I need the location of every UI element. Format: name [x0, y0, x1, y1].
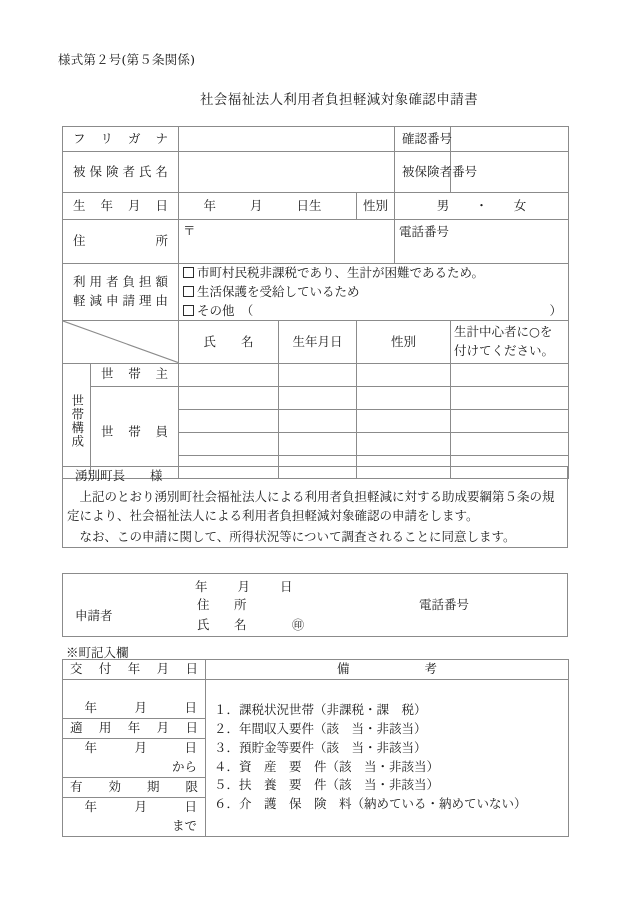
reason-close-paren: ）: [549, 302, 562, 318]
household-member-name[interactable]: [179, 432, 279, 455]
household-group-label: 世帯構成: [63, 363, 91, 478]
household-head-name[interactable]: [179, 363, 279, 386]
birthdate-label: 生 年 月 日: [63, 193, 179, 220]
row-furigana: [63, 127, 569, 152]
town-office-note: ※町記入欄: [66, 645, 129, 660]
table-row: [63, 680, 569, 700]
applicant-signature-block: [62, 573, 568, 637]
applicant-information-table: [62, 126, 569, 479]
row-insured-name: [63, 152, 569, 193]
checkbox-icon[interactable]: [183, 267, 194, 278]
row-reduction-reason: [63, 264, 569, 321]
row-address-tel: [63, 220, 569, 264]
reduction-reason-options: [179, 264, 569, 321]
reason-option-1[interactable]: 市町村民税非課税であり、生計が困難であるため。: [183, 264, 564, 283]
addressee: 湧別町長 様: [75, 468, 163, 483]
row-birthdate-sex: [63, 193, 569, 220]
row-household-header: [63, 321, 569, 364]
applicant-name-label: 氏 名: [197, 617, 253, 632]
furigana-label: フ リ ガ ナ: [63, 127, 179, 152]
birth-day-label: 日生: [296, 197, 322, 213]
reason-option-2[interactable]: 生活保護を受給しているため: [183, 283, 564, 302]
household-column-sex: 性別: [357, 321, 451, 364]
remark-item: １．課税状況世帯（非課税・課 税）: [214, 702, 427, 718]
birth-year-label: 年: [203, 197, 216, 213]
apply-date-label: 適 用 年 月 日: [63, 719, 206, 739]
household-member-sex[interactable]: [357, 386, 451, 409]
remark-item: ４．資 産 要 件（該 当・非該当）: [214, 758, 440, 774]
furigana-value[interactable]: [179, 127, 395, 152]
applicant-date-year: 年: [195, 579, 208, 594]
household-member-sex[interactable]: [357, 432, 451, 455]
remarks-cell: [206, 680, 569, 837]
seal-icon: ㊞: [292, 618, 305, 632]
statement-cell: [63, 467, 568, 548]
applicant-address-label: 住 所: [197, 597, 253, 612]
checkbox-icon[interactable]: [183, 286, 194, 297]
birth-month-label: 月: [249, 197, 263, 213]
tel-label: 電話番号: [399, 224, 450, 239]
household-member-name[interactable]: [179, 409, 279, 432]
sex-option-male[interactable]: 男: [436, 197, 450, 213]
household-head-note[interactable]: [451, 363, 569, 386]
checkbox-icon[interactable]: [183, 305, 194, 316]
statement-block: [62, 466, 568, 548]
remark-item: ２．年間収入要件（該 当・非該当）: [214, 721, 427, 736]
apply-date-from: から: [63, 758, 206, 778]
table-row: [63, 386, 569, 409]
household-member-name[interactable]: [179, 386, 279, 409]
diagonal-line-icon: [63, 321, 178, 363]
household-column-name: 氏 名: [179, 321, 279, 364]
applicant-date-day: 日: [280, 579, 293, 594]
sex-option-female[interactable]: 女: [513, 197, 527, 213]
reduction-reason-label: 利 用 者 負 担 額 軽 減 申 請 理 由: [63, 264, 179, 321]
household-member-note[interactable]: [451, 432, 569, 455]
applicant-date[interactable]: [195, 578, 293, 597]
insured-name-label: 被 保 険 者 氏 名: [63, 152, 179, 193]
issue-date-value[interactable]: 年 月 日: [63, 699, 206, 719]
row-household-head: [63, 363, 569, 386]
household-member-label: 世 帯 員: [91, 386, 179, 478]
address-value[interactable]: [179, 220, 395, 264]
form-number: 様式第２号(第５条関係): [58, 52, 196, 67]
confirm-number-label: 確 認 番 号: [395, 127, 451, 152]
household-member-note[interactable]: [451, 386, 569, 409]
confirm-number-value[interactable]: [451, 127, 569, 152]
apply-date-value[interactable]: 年 月 日: [63, 739, 206, 759]
applicant-tel-label: 電話番号: [419, 597, 470, 612]
remark-item: ５．扶 養 要 件（該 当・非該当）: [214, 777, 440, 793]
town-office-table: [62, 659, 569, 837]
birthdate-value[interactable]: [179, 193, 357, 220]
postal-code-mark: 〒: [183, 223, 196, 238]
applicant-row: [63, 574, 568, 637]
household-head-label: 世 帯 主: [91, 363, 179, 386]
insured-name-value[interactable]: [179, 152, 395, 193]
statement-paragraph-2: なお、この申請に関して、所得状況等について調査されることに同意します。: [79, 529, 516, 545]
applicant-date-month: 月: [237, 579, 251, 594]
sex-separator: ・: [475, 197, 488, 213]
household-member-birthdate[interactable]: [279, 432, 357, 455]
statement-row: [63, 467, 568, 548]
remark-item: ６．介 護 保 険 料（納めている・納めていない）: [214, 796, 527, 811]
applicant-cell: [63, 574, 568, 637]
household-column-note: 生計中心者に○を 付けてください。: [451, 321, 569, 364]
tel-value[interactable]: [395, 220, 569, 264]
insured-number-label: 被 保 険 者 番 号: [395, 152, 451, 193]
household-column-birthdate: 生年月日: [279, 321, 357, 364]
household-member-birthdate[interactable]: [279, 386, 357, 409]
valid-period-label: 有 効 期 限: [63, 778, 206, 798]
remarks-header: 備 考: [206, 660, 569, 680]
address-label: 住 所: [63, 220, 179, 264]
issue-date-blank[interactable]: [63, 680, 206, 700]
household-diagonal-cell: [63, 321, 179, 364]
reason-option-3[interactable]: その他 （ ）: [183, 302, 564, 321]
valid-period-until: まで: [63, 817, 206, 837]
household-member-sex[interactable]: [357, 409, 451, 432]
issue-date-label: 交 付 年 月 日: [63, 660, 206, 680]
applicant-label: 申請者: [75, 608, 113, 623]
household-head-sex[interactable]: [357, 363, 451, 386]
sex-label: 性別: [357, 193, 395, 220]
household-member-note[interactable]: [451, 409, 569, 432]
remark-item: ３．預貯金等要件（該 当・非該当）: [214, 739, 427, 755]
valid-period-value[interactable]: 年 月 日: [63, 798, 206, 818]
household-head-birthdate[interactable]: [279, 363, 357, 386]
household-member-birthdate[interactable]: [279, 409, 357, 432]
row-issue-date-header: [63, 660, 569, 680]
statement-paragraph-1: 上記のとおり湧別町社会福祉法人による利用者負担軽減に対する助成要綱第５条の規定により、社会福祉法人による利用者負担軽減対象確認の申請をします。: [67, 488, 555, 523]
page-title: 社会福祉法人利用者負担軽減対象確認申請書: [200, 92, 478, 108]
sex-value[interactable]: [395, 193, 569, 220]
